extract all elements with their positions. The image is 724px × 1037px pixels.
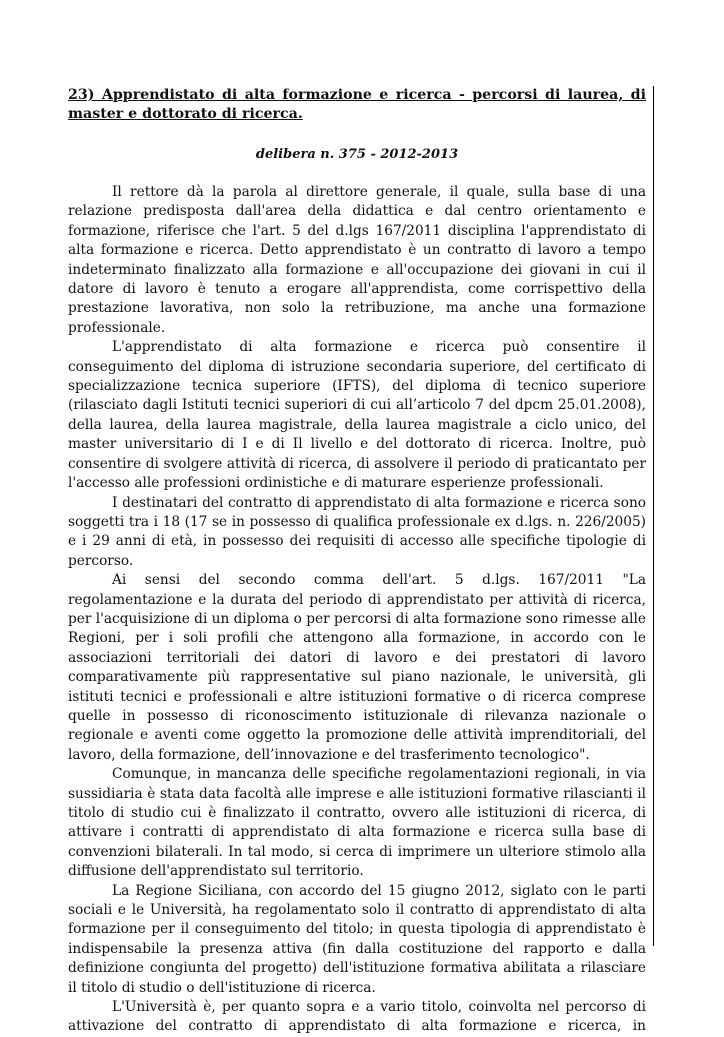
paragraph: L'apprendistato di alta formazione e ricerca può consentire il conseguimento del diploma di istruzione secondaria superiore, del certificato di specializzazione tecnica superiore (IFTS), del diploma di tecnico superiore (rilasciato dagli Istituti tecnici superiori di cui all’articolo 7 del dpcm 25.01.2008), della laurea, della laurea magistrale, della laurea magistrale a ciclo unico, del master universitario di I e di Il livello e del dottorato di ricerca. Inoltre, può consentire di svolgere attività di ricerca, di assolvere il periodo di praticantato per l'accesso alle professioni ordinistiche e di maturare esperienze professionali. [68,339,646,492]
section-heading: 23) Apprendistato di alta formazione e ricerca - percorsi di laurea, di master e dottorato di ricerca. [68,87,646,122]
paragraph: I destinatari del contratto di apprendistato di alta formazione e ricerca sono soggetti tra i 18 (17 se in possesso di qualifica professionale ex d.lgs. n. 226/2005) e i 29 anni di età, in possesso dei requisiti di accesso alle specifiche tipologie di percorso. [68,494,646,569]
delibera-reference: delibera n. 375 - 2012-2013 [255,147,459,162]
paragraph: Comunque, in mancanza delle specifiche regolamentazioni regionali, in via sussidiaria è stata data facoltà alle imprese e alle istituzioni formative rilascianti il titolo di studio cui è finalizzato il contratto, ovvero alle istituzioni di ricerca, di attivare i contratti di apprendistato di alta formazione e ricerca sulla base di convenzioni bilaterali. In tal modo, si cerca di imprimere un ulteriore stimolo alla diffusione dell'apprendistato sul territorio. [68,766,646,880]
paragraph: Ai sensi del secondo comma dell'art. 5 d.lgs. 167/2011 "La regolamentazione e la durata del periodo di apprendistato per attività di ricerca, per l'acquisizione di un diploma o per percorsi di alta formazione sono rimesse alle Regioni, per i soli profili che attengono alla formazione, in accordo con le associazioni territoriali dei datori di lavoro e dei prestatori di lavoro comparativamente più rappresentative sul piano nazionale, le università, gli istituti tecnici e professionali e altre istituzioni formative o di ricerca comprese quelle in possesso di riconoscimento istituzionale di rilevanza nazionale o regionale e aventi come oggetto la promozione delle attività imprenditoriali, del lavoro, della formazione, dell’innovazione e del trasferimento tecnologico". [68,572,646,763]
paragraph: Il rettore dà la parola al direttore generale, il quale, sulla base di una relazione predisposta dall'area della didattica e dal centro orientamento e formazione, riferisce che l'art. 5 del d.lgs 167/2011 disciplina l'apprendistato di alta formazione e ricerca. Detto apprendistato è un contratto di lavoro a tempo indeterminato finalizzato alla formazione e all'occupazione dei giovani in cui il datore di lavoro è tenuto a erogare all'apprendista, come corrispettivo della prestazione lavorativa, non solo la retribuzione, ma anche una formazione professionale. [68,184,646,336]
paragraph: La Regione Siciliana, con accordo del 15 giugno 2012, siglato con le parti sociali e le Università, ha regolamentato solo il contratto di apprendistato di alta formazione per il conseguimento del titolo; in questa tipologia di apprendistato è indispensabile la presenza attiva (fin dalla costituzione del rapporto e dalla definizione congiunta del progetto) dell'istituzione formativa abilitata a rilasciare il titolo di studio o dell'istituzione di ricerca. [68,882,646,996]
paragraph: L'Università è, per quanto sopra e a vario titolo, coinvolta nel percorso di attivazione del contratto di apprendistato di alta formazione e ricerca, in [68,999,646,1035]
right-margin-rule [653,86,654,946]
document-body [68,183,646,1037]
document-content [68,86,646,1037]
